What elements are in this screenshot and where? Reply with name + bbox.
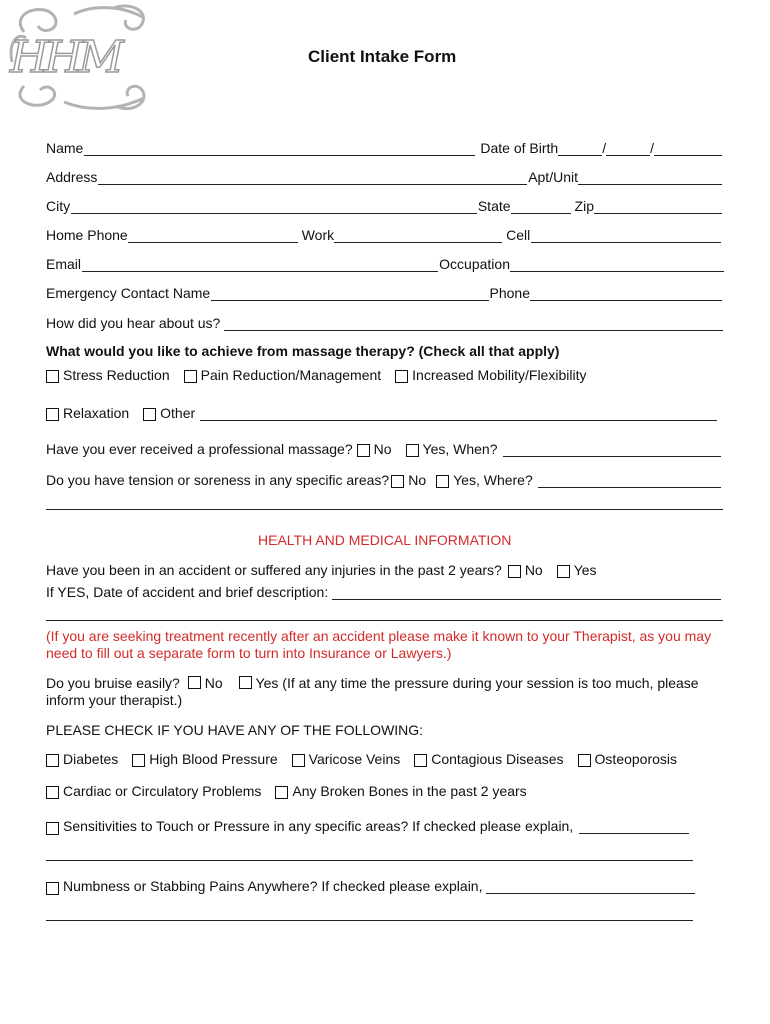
row-bruise <box>46 675 726 709</box>
condition-osteoporosis[interactable] <box>578 751 677 767</box>
condition-broken-bones[interactable] <box>275 783 526 799</box>
row-email <box>46 252 724 272</box>
condition-contagious-diseases[interactable] <box>414 751 563 767</box>
apt-label: Apt/Unit <box>528 169 578 185</box>
numbness-continuation-field[interactable] <box>46 905 693 921</box>
checkbox-icon[interactable] <box>46 786 59 799</box>
home-phone-field[interactable] <box>128 227 298 243</box>
bruise-no-label: No <box>204 675 223 691</box>
option-label: Yes <box>573 562 597 578</box>
option-label: High Blood Pressure <box>149 751 278 767</box>
dob-label: Date of Birth <box>480 140 559 156</box>
bruise-yes-label: Yes (If at any time the pressure during your session is too much, please inform your therapist.) <box>46 675 699 708</box>
checkbox-icon[interactable] <box>357 444 370 457</box>
condition-cardiac[interactable] <box>46 783 261 799</box>
option-label: No <box>524 562 543 578</box>
goal-increased-mobility[interactable] <box>395 367 586 383</box>
professional-massage-yes[interactable] <box>406 441 498 457</box>
row-accident-detail <box>46 580 722 600</box>
accident-notice: (If you are seeking treatment recently after an accident please make it known to your Therapist, as you may need to fill out a separate form to turn into Insurance or Lawyers.) <box>46 628 712 661</box>
sensitivities-continuation-field[interactable] <box>46 845 693 861</box>
option-label: Yes, When? <box>422 441 498 457</box>
dob-month-field[interactable] <box>558 140 602 156</box>
checkbox-icon[interactable] <box>406 444 419 457</box>
state-field[interactable] <box>511 198 571 214</box>
tension-yes[interactable] <box>436 472 533 488</box>
option-label: No <box>373 441 392 457</box>
tension-no[interactable] <box>391 472 426 488</box>
accident-question: Have you been in an accident or suffered any injuries in the past 2 years? <box>46 562 502 578</box>
checkbox-icon[interactable] <box>414 754 427 767</box>
checkbox-icon[interactable] <box>508 565 521 578</box>
sensitivities-checkbox-icon[interactable] <box>46 822 59 835</box>
goal-other[interactable] <box>143 405 195 421</box>
zip-field[interactable] <box>594 198 722 214</box>
goal-other-field[interactable] <box>200 405 717 421</box>
condition-high-blood-pressure[interactable] <box>132 751 277 767</box>
option-label: Other <box>160 405 196 421</box>
professional-massage-no[interactable] <box>357 441 392 457</box>
option-label: Any Broken Bones in the past 2 years <box>292 783 527 799</box>
checkbox-icon[interactable] <box>184 370 197 383</box>
option-label: Diabetes <box>63 751 119 767</box>
dob-day-field[interactable] <box>606 140 650 156</box>
goal-stress-reduction[interactable] <box>46 367 170 383</box>
option-label: Yes, Where? <box>453 472 533 488</box>
checkbox-icon[interactable] <box>46 754 59 767</box>
logo-monogram: HHM <box>10 32 120 83</box>
logo <box>4 2 152 114</box>
email-field[interactable] <box>82 256 438 272</box>
accident-yes[interactable] <box>557 562 597 578</box>
city-label: City <box>46 198 71 214</box>
goals-row-1 <box>46 367 600 383</box>
bruise-question: Do you bruise easily? <box>46 675 180 691</box>
tension-question: Do you have tension or soreness in any specific areas? <box>46 472 390 488</box>
option-label: Pain Reduction/Management <box>200 367 382 383</box>
professional-massage-question: Have you ever received a professional massage? <box>46 441 353 457</box>
dob-separator: / <box>602 140 607 156</box>
option-label: Cardiac or Circulatory Problems <box>63 783 262 799</box>
occupation-field[interactable] <box>510 256 724 272</box>
numbness-field[interactable] <box>486 878 695 894</box>
accident-detail-field[interactable] <box>332 584 721 600</box>
emergency-phone-field[interactable] <box>530 285 722 301</box>
row-tension <box>46 468 722 488</box>
row-accident <box>46 562 611 578</box>
goal-relaxation[interactable] <box>46 405 129 421</box>
tension-continuation-field[interactable] <box>46 494 723 510</box>
checkbox-icon[interactable] <box>132 754 145 767</box>
option-label: Osteoporosis <box>594 751 678 767</box>
goals-question: What would you like to achieve from massage therapy? (Check all that apply) <box>46 343 560 359</box>
row-sensitivities <box>46 814 690 834</box>
row-address <box>46 165 722 185</box>
option-label: Increased Mobility/Flexibility <box>412 367 587 383</box>
option-label: No <box>408 472 427 488</box>
address-label: Address <box>46 169 98 185</box>
phone-label: Phone <box>489 285 530 301</box>
work-label: Work <box>301 227 335 243</box>
numbness-label: Numbness or Stabbing Pains Anywhere? If checked please explain, <box>63 878 483 894</box>
row-hear-about <box>46 311 724 331</box>
page-title: Client Intake Form <box>308 47 457 66</box>
cell-label: Cell <box>506 227 531 243</box>
goals-row-2 <box>46 401 718 421</box>
row-emergency <box>46 281 722 301</box>
dob-year-field[interactable] <box>654 140 722 156</box>
email-label: Email <box>46 256 82 272</box>
option-label: Relaxation <box>63 405 130 421</box>
row-professional-massage <box>46 437 722 457</box>
option-label: Varicose Veins <box>308 751 401 767</box>
checkbox-icon[interactable] <box>275 786 288 799</box>
accident-detail-continuation-field[interactable] <box>46 605 723 621</box>
row-name <box>46 136 722 156</box>
conditions-heading: PLEASE CHECK IF YOU HAVE ANY OF THE FOLLOWING: <box>46 722 424 738</box>
condition-varicose-veins[interactable] <box>292 751 401 767</box>
conditions-row-1 <box>46 751 691 767</box>
row-phones <box>46 223 722 243</box>
state-label: State <box>477 198 511 214</box>
checkbox-icon[interactable] <box>395 370 408 383</box>
checkbox-icon[interactable] <box>391 475 404 488</box>
hear-about-field[interactable] <box>224 315 723 331</box>
checkbox-icon[interactable] <box>292 754 305 767</box>
emergency-contact-label: Emergency Contact Name <box>46 285 211 301</box>
occupation-label: Occupation <box>439 256 510 272</box>
name-field[interactable] <box>84 140 475 156</box>
work-phone-field[interactable] <box>334 227 502 243</box>
checkbox-icon[interactable] <box>46 370 59 383</box>
checkbox-icon[interactable] <box>143 408 156 421</box>
zip-label: Zip <box>574 198 594 214</box>
cell-phone-field[interactable] <box>531 227 721 243</box>
address-field[interactable] <box>98 169 527 185</box>
tension-where-field[interactable] <box>538 472 721 488</box>
bruise-yes-checkbox-icon[interactable] <box>239 676 252 689</box>
condition-diabetes[interactable] <box>46 751 118 767</box>
row-city <box>46 194 722 214</box>
conditions-row-2 <box>46 783 541 799</box>
name-label: Name <box>46 140 84 156</box>
home-phone-label: Home Phone <box>46 227 128 243</box>
option-label: Contagious Diseases <box>431 751 564 767</box>
checkbox-icon[interactable] <box>436 475 449 488</box>
checkbox-icon[interactable] <box>578 754 591 767</box>
apt-field[interactable] <box>578 169 722 185</box>
accident-no[interactable] <box>508 562 543 578</box>
bruise-no-checkbox-icon[interactable] <box>188 676 201 689</box>
accident-detail-label: If YES, Date of accident and brief description: <box>46 584 329 600</box>
numbness-checkbox-icon[interactable] <box>46 882 59 895</box>
row-numbness <box>46 874 696 894</box>
emergency-contact-field[interactable] <box>211 285 488 301</box>
sensitivities-field[interactable] <box>579 818 689 834</box>
sensitivities-label: Sensitivities to Touch or Pressure in any specific areas? If checked please explain, <box>63 818 574 834</box>
professional-massage-when-field[interactable] <box>503 441 721 457</box>
dob-separator: / <box>650 140 654 156</box>
city-field[interactable] <box>71 198 477 214</box>
option-label: Stress Reduction <box>63 367 170 383</box>
checkbox-icon[interactable] <box>46 408 59 421</box>
goal-pain-reduction[interactable] <box>184 367 382 383</box>
checkbox-icon[interactable] <box>557 565 570 578</box>
health-heading: HEALTH AND MEDICAL INFORMATION <box>258 532 512 548</box>
hear-about-label: How did you hear about us? <box>46 315 221 331</box>
